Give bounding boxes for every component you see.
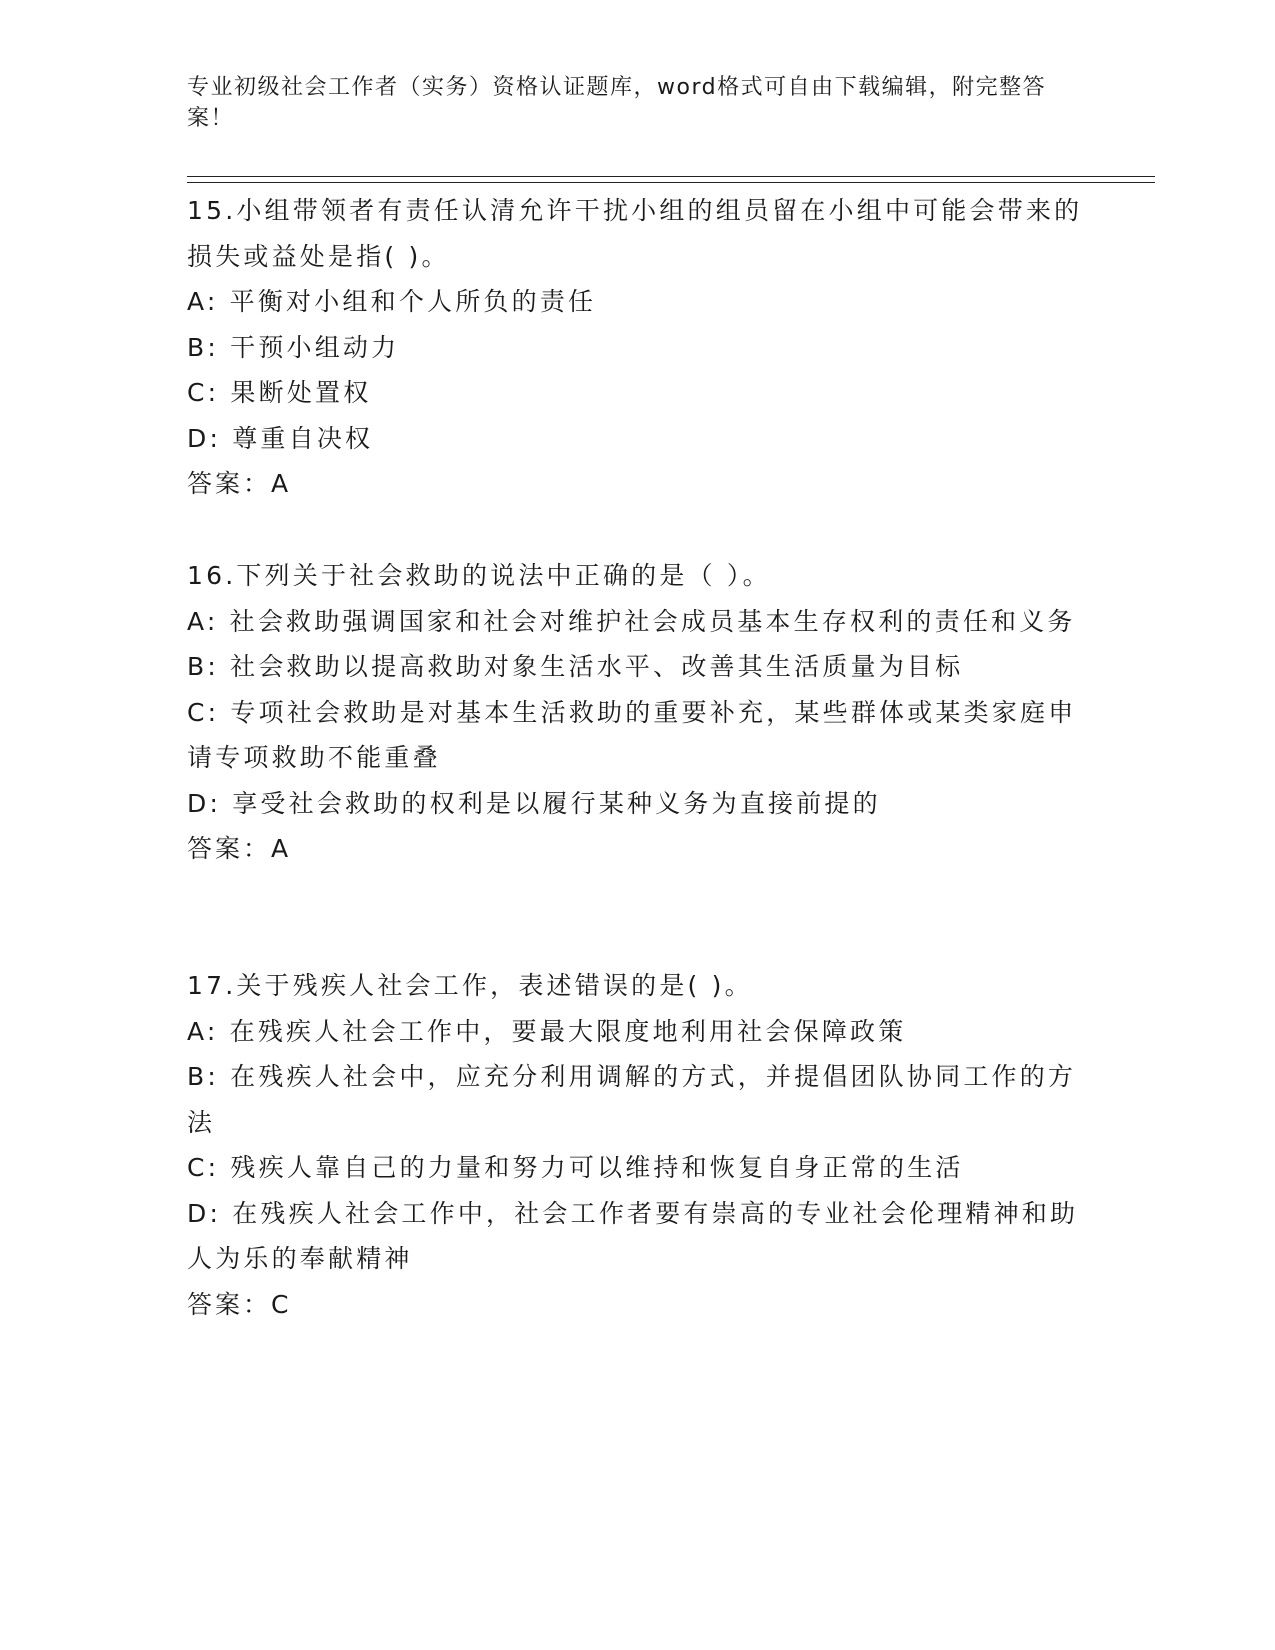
option-d: D: 享受社会救助的权利是以履行某种义务为直接前提的 <box>187 788 881 818</box>
header-divider-top <box>187 176 1155 177</box>
answer-line <box>187 826 1087 872</box>
option-d: D: 尊重自决权 <box>187 423 374 453</box>
document-header: 专业初级社会工作者（实务）资格认证题库，word格式可自由下载编辑，附完整答案！ <box>187 75 1047 131</box>
question-stem: 15.小组带领者有责任认清允许干扰小组的组员留在小组中可能会带来的损失或益处是指( )。 <box>187 196 1083 271</box>
answer-label: 答案： <box>187 1289 272 1319</box>
option-c: C: 果断处置权 <box>187 378 372 407</box>
option-a: A: 社会救助强调国家和社会对维护社会成员基本生存权利的责任和义务 <box>187 606 1076 636</box>
header-divider-bottom <box>187 182 1155 183</box>
answer-value: A <box>271 834 289 863</box>
option-b: B: 社会救助以提高救助对象生活水平、改善其生活质量为目标 <box>187 652 964 681</box>
answer-value: C <box>271 1289 289 1319</box>
question-stem: 17.关于残疾人社会工作，表述错误的是( )。 <box>187 971 753 1000</box>
option-d: D: 在残疾人社会工作中，社会工作者要有崇高的专业社会伦理精神和助人为乐的奉献精神 <box>187 1198 1079 1273</box>
option-a: A: 平衡对小组和个人所负的责任 <box>187 287 597 316</box>
question-15 <box>187 188 1087 507</box>
option-c: C: 残疾人靠自己的力量和努力可以维持和恢复自身正常的生活 <box>187 1153 964 1182</box>
question-stem: 16.下列关于社会救助的说法中正确的是（ ）。 <box>187 561 771 590</box>
question-17 <box>187 963 1087 1327</box>
answer-line <box>187 461 1087 507</box>
question-16 <box>187 553 1087 872</box>
answer-value: A <box>271 469 289 498</box>
option-c: C: 专项社会救助是对基本生活救助的重要补充，某些群体或某类家庭申请专项救助不能重叠 <box>187 697 1077 772</box>
answer-line <box>187 1282 1087 1328</box>
option-a: A: 在残疾人社会工作中，要最大限度地利用社会保障政策 <box>187 1016 907 1046</box>
option-b: B: 在残疾人社会中，应充分利用调解的方式，并提倡团队协同工作的方法 <box>187 1062 1077 1137</box>
answer-label: 答案： <box>187 469 272 498</box>
answer-label: 答案： <box>187 834 272 863</box>
option-b: B: 干预小组动力 <box>187 332 400 362</box>
